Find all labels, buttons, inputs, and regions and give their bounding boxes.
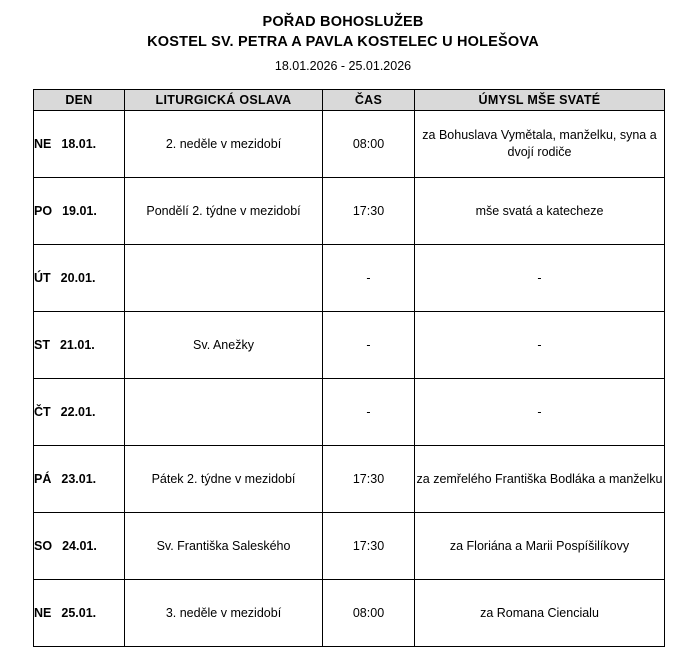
day-name: NE bbox=[34, 606, 52, 620]
cell-intention: - bbox=[415, 245, 665, 312]
day-name: ST bbox=[34, 338, 50, 352]
day-name: PO bbox=[34, 204, 53, 218]
cell-time: 17:30 bbox=[323, 513, 415, 580]
page-subtitle: KOSTEL SV. PETRA A PAVLA KOSTELEC U HOLEŠOVA bbox=[147, 34, 539, 50]
cell-intention: za zemřelého Františka Bodláka a manželku bbox=[415, 446, 665, 513]
column-header-intention: ÚMYSL MŠE SVATÉ bbox=[415, 90, 665, 111]
day-name: ÚT bbox=[34, 271, 51, 285]
day-name: ČT bbox=[34, 405, 51, 419]
table-body bbox=[34, 111, 665, 647]
column-header-liturgy: LITURGICKÁ OSLAVA bbox=[125, 90, 323, 111]
cell-time: 08:00 bbox=[323, 580, 415, 647]
cell-intention: za Floriána a Marii Pospíšilíkovy bbox=[415, 513, 665, 580]
day-name: PÁ bbox=[34, 472, 52, 486]
day-date: 22.01. bbox=[60, 405, 96, 419]
day-date: 24.01. bbox=[62, 539, 97, 553]
cell-intention: za Romana Ciencialu bbox=[415, 580, 665, 647]
table-row bbox=[34, 111, 665, 178]
date-range: 18.01.2026 - 25.01.2026 bbox=[274, 59, 412, 73]
table-row bbox=[34, 245, 665, 312]
cell-intention: mše svatá a katecheze bbox=[415, 178, 665, 245]
document-header bbox=[0, 0, 686, 76]
cell-intention: - bbox=[415, 312, 665, 379]
table-row bbox=[34, 446, 665, 513]
cell-time: - bbox=[323, 245, 415, 312]
table-row bbox=[34, 513, 665, 580]
cell-liturgy: 3. neděle v mezidobí bbox=[125, 580, 323, 647]
cell-day bbox=[34, 379, 125, 446]
cell-liturgy: Sv. Františka Saleského bbox=[125, 513, 323, 580]
cell-intention: - bbox=[415, 379, 665, 446]
day-date: 18.01. bbox=[61, 137, 97, 151]
day-date: 25.01. bbox=[61, 606, 97, 620]
cell-day bbox=[34, 446, 125, 513]
day-date: 21.01. bbox=[59, 338, 95, 352]
cell-day bbox=[34, 580, 125, 647]
day-date: 20.01. bbox=[60, 271, 96, 285]
cell-time: - bbox=[323, 312, 415, 379]
schedule-table-wrapper bbox=[0, 89, 686, 647]
day-name: SO bbox=[34, 539, 53, 553]
day-date: 23.01. bbox=[61, 472, 97, 486]
cell-day bbox=[34, 312, 125, 379]
cell-day bbox=[34, 178, 125, 245]
page-title: POŘAD BOHOSLUŽEB bbox=[262, 14, 424, 30]
table-row bbox=[34, 379, 665, 446]
cell-liturgy bbox=[125, 379, 323, 446]
table-header-row bbox=[34, 90, 665, 111]
column-header-day: DEN bbox=[34, 90, 125, 111]
column-header-time: ČAS bbox=[323, 90, 415, 111]
cell-liturgy: 2. neděle v mezidobí bbox=[125, 111, 323, 178]
cell-day bbox=[34, 513, 125, 580]
table-row bbox=[34, 178, 665, 245]
table-row bbox=[34, 580, 665, 647]
cell-liturgy: Sv. Anežky bbox=[125, 312, 323, 379]
cell-time: 08:00 bbox=[323, 111, 415, 178]
table-row bbox=[34, 312, 665, 379]
table-head bbox=[34, 90, 665, 111]
cell-day bbox=[34, 245, 125, 312]
schedule-table bbox=[33, 89, 665, 647]
day-name: NE bbox=[34, 137, 52, 151]
cell-liturgy: Pondělí 2. týdne v mezidobí bbox=[125, 178, 323, 245]
cell-day bbox=[34, 111, 125, 178]
day-date: 19.01. bbox=[62, 204, 97, 218]
cell-liturgy bbox=[125, 245, 323, 312]
cell-time: 17:30 bbox=[323, 178, 415, 245]
cell-liturgy: Pátek 2. týdne v mezidobí bbox=[125, 446, 323, 513]
cell-time: 17:30 bbox=[323, 446, 415, 513]
cell-time: - bbox=[323, 379, 415, 446]
cell-intention: za Bohuslava Vymětala, manželku, syna a dvojí rodiče bbox=[415, 111, 665, 178]
